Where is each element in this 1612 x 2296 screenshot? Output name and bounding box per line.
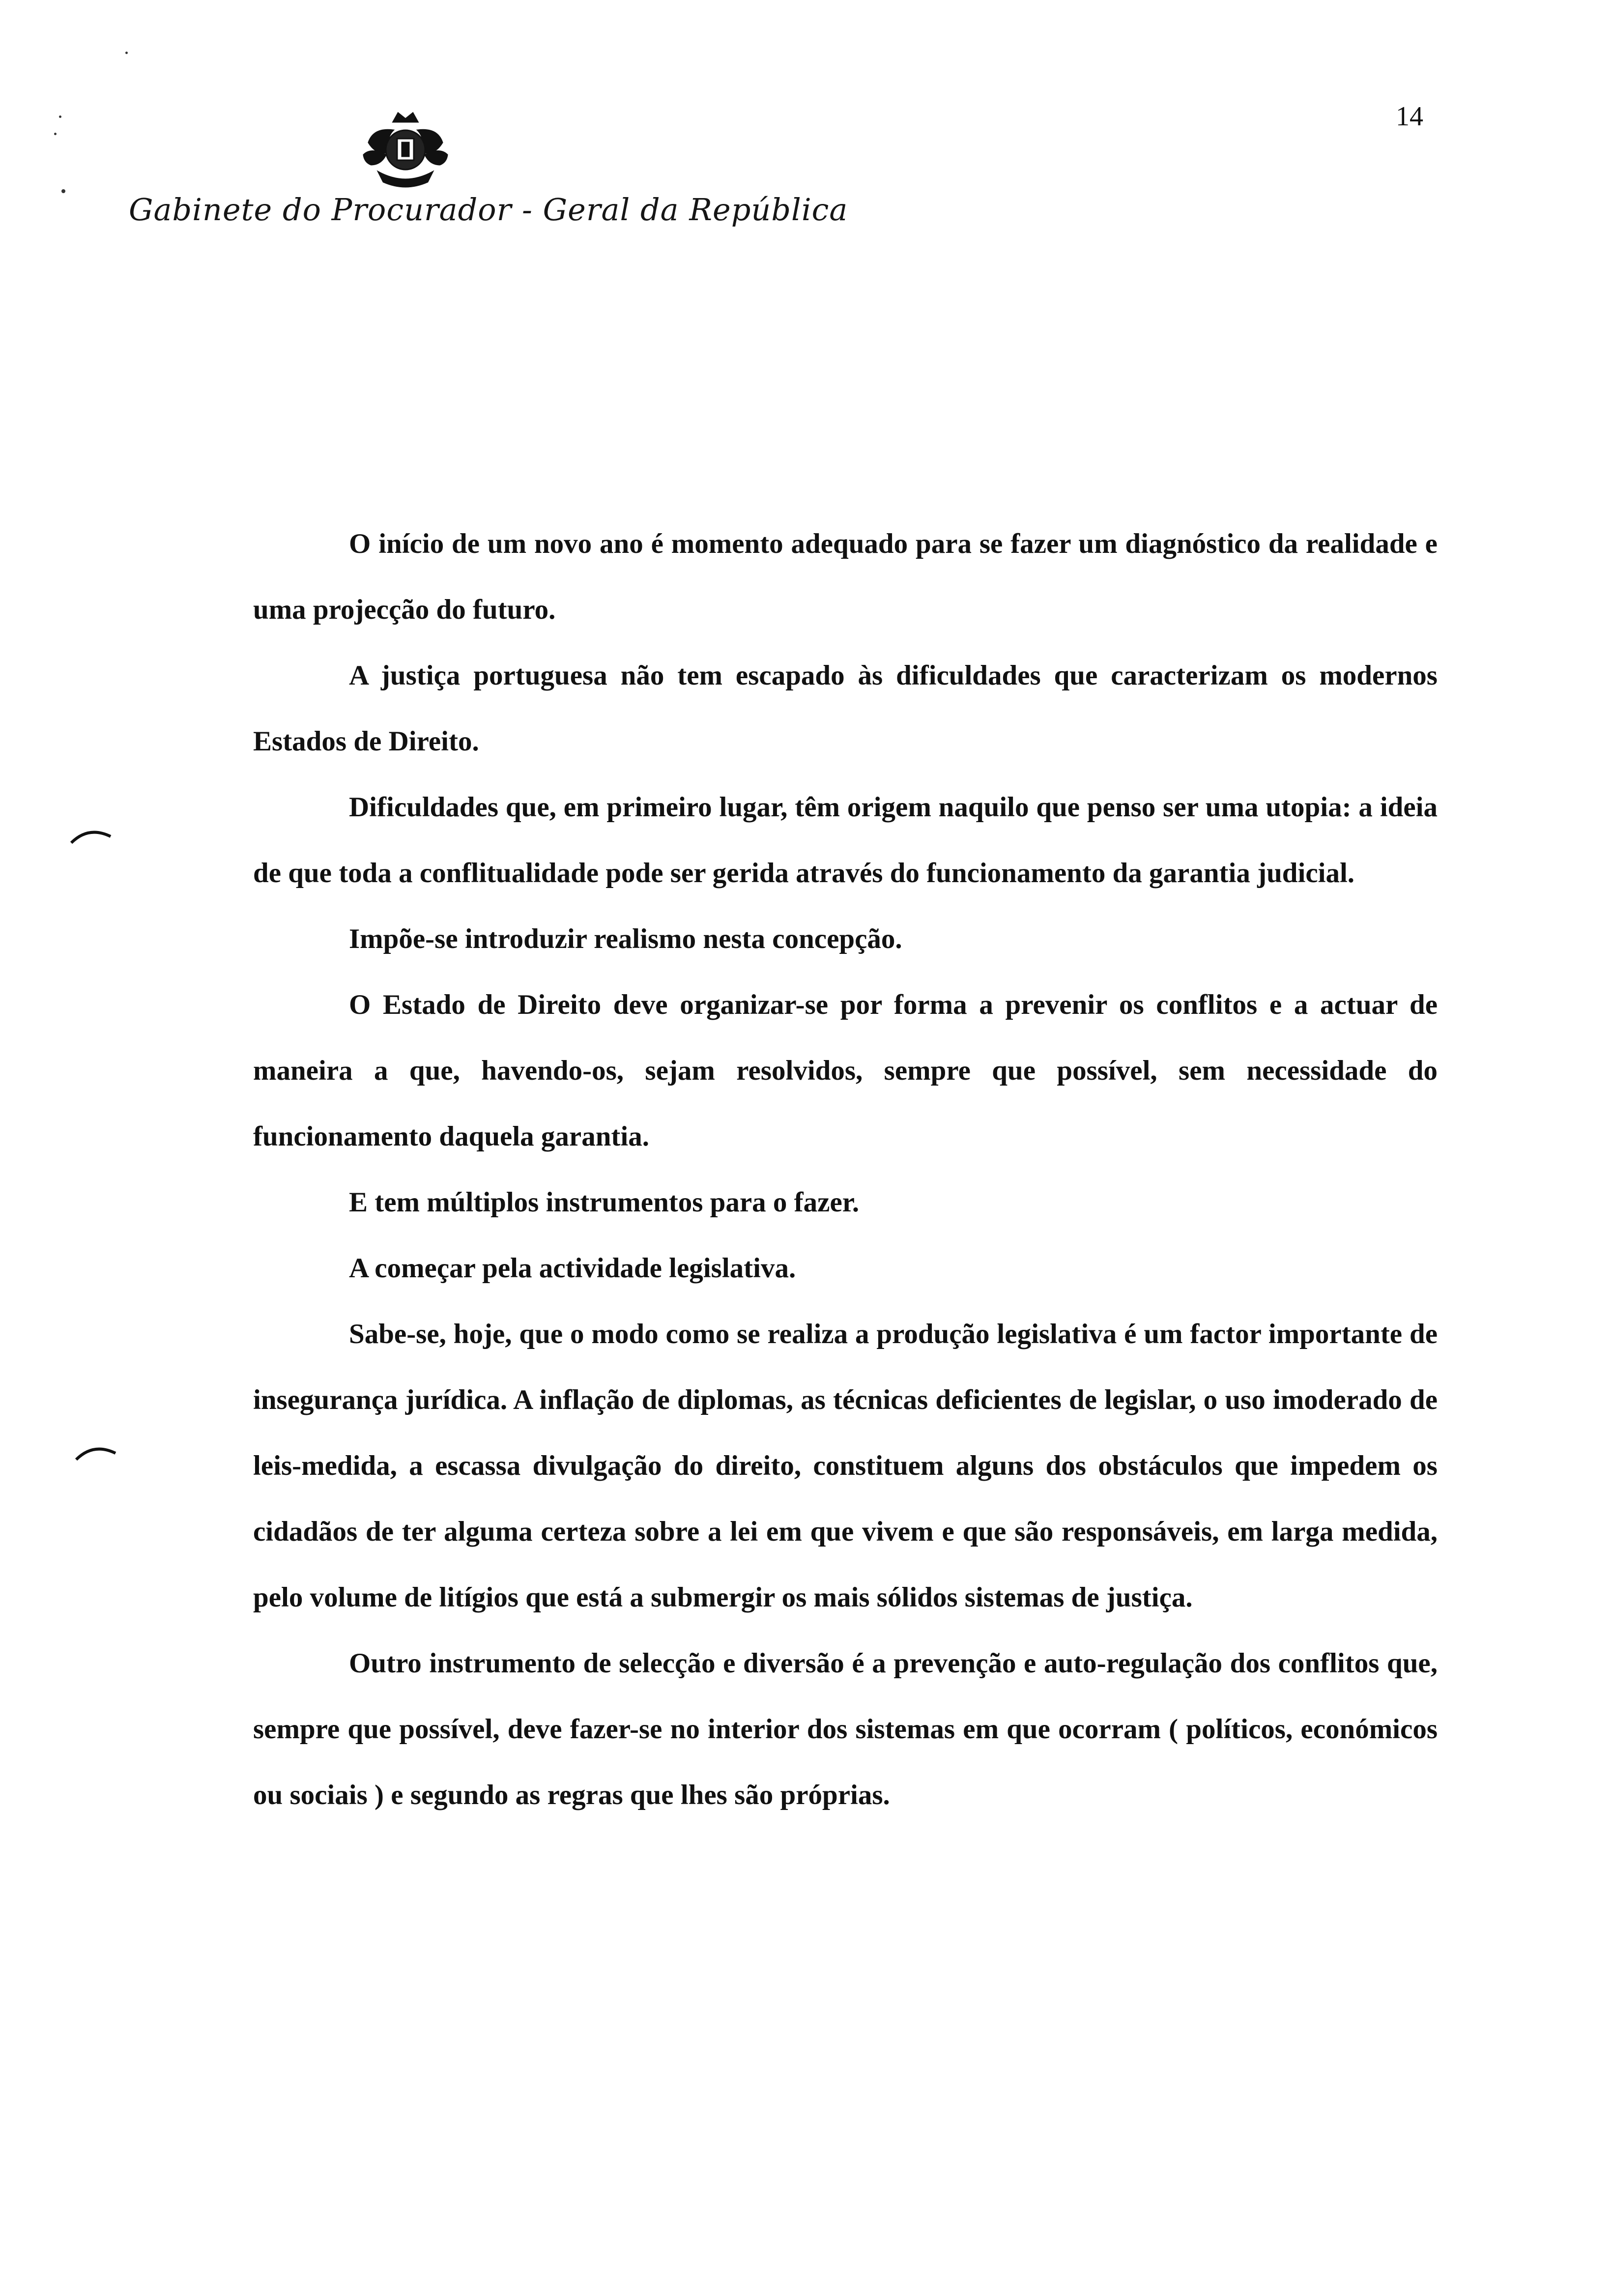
paragraph: O Estado de Direito deve organizar-se por forma a prevenir os conflitos e a actuar de maneira a que, havendo-os, sejam resolvidos, sempre que possível, sem necessidade do funcionamento daquela garantia. — [253, 989, 1438, 1152]
coat-of-arms-icon — [359, 108, 452, 192]
document-body — [253, 511, 1438, 1828]
paragraph: Outro instrumento de selecção e diversão é a prevenção e auto-regulação dos conflitos que, sempre que possível, deve fazer-se no interior dos sistemas em que ocorram ( políticos, económicos ou sociais ) e segundo as regras que lhes são próprias. — [253, 1648, 1438, 1810]
hole-punch-mark — [69, 826, 113, 845]
page-number: 14 — [1396, 101, 1423, 132]
paragraph: A começar pela actividade legislativa. — [349, 1253, 796, 1284]
paragraph: E tem múltiplos instrumentos para o fazer. — [349, 1187, 860, 1218]
scan-speck — [54, 133, 57, 135]
paragraph: Impõe-se introduzir realismo nesta concepção. — [349, 923, 902, 954]
paragraph: Sabe-se, hoje, que o modo como se realiza a produção legislativa é um factor importante de insegurança jurídica. A inflação de diplomas, as técnicas deficientes de legislar, o uso imoderado de leis-medida, a escassa divulgação do direito, constituem alguns dos obstáculos que impedem os cidadãos de ter alguma certeza sobre a lei em que vivem e que são responsáveis, em larga medida, pelo volume de litígios que está a submergir os mais sólidos sistemas de justiça. — [253, 1319, 1438, 1613]
paragraph: A justiça portuguesa não tem escapado às dificuldades que caracterizam os modernos Estados de Direito. — [253, 660, 1438, 757]
office-name: Gabinete do Procurador - Geral da República — [129, 192, 848, 228]
scan-speck — [59, 115, 61, 118]
scan-speck — [125, 52, 128, 54]
scan-speck — [61, 189, 65, 193]
hole-punch-mark — [74, 1442, 118, 1462]
paragraph: Dificuldades que, em primeiro lugar, têm origem naquilo que penso ser uma utopia: a ideia de que toda a conflitualidade pode ser gerida através do funcionamento da garantia judicial. — [253, 792, 1438, 889]
paragraph: O início de um novo ano é momento adequado para se fazer um diagnóstico da realidade e uma projecção do futuro. — [253, 528, 1438, 625]
